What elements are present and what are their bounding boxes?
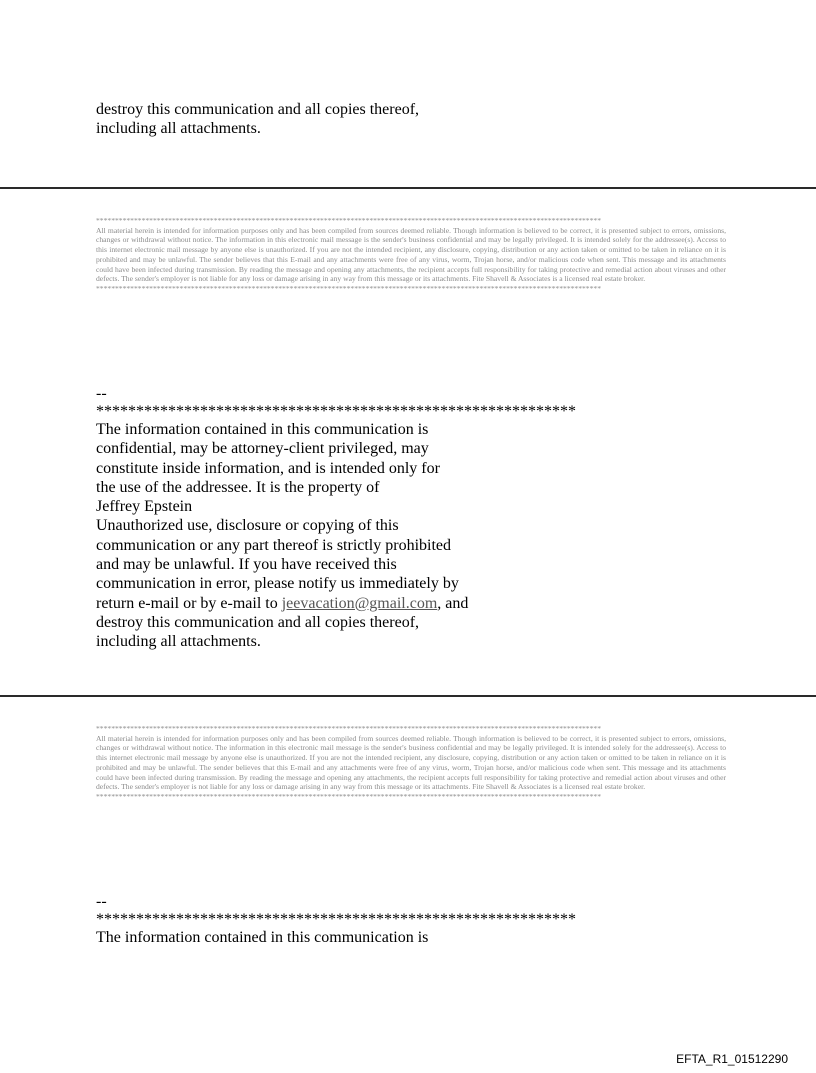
- disclaimer-stars-top: *************************************************************************************************************************************: [96, 216, 601, 225]
- top-line-2: including all attachments.: [96, 120, 261, 138]
- notice-line-9: communication in error, please notify us immediately by: [96, 575, 459, 593]
- signature-stars: ************************************************************: [96, 403, 576, 420]
- signature-stars-2: ************************************************************: [96, 911, 576, 928]
- top-line-1: destroy this communication and all copies thereof,: [96, 101, 420, 118]
- return-suffix: , and: [437, 594, 469, 612]
- disclaimer-block-2: [96, 724, 726, 802]
- horizontal-rule: [0, 187, 816, 189]
- notice-line-5: Jeffrey Epstein: [96, 498, 193, 516]
- return-prefix: return e-mail or by e-mail to: [96, 594, 282, 612]
- horizontal-rule-2: [0, 695, 816, 697]
- notice-line-7: communication or any part thereof is strictly prohibited: [96, 536, 452, 554]
- top-text-block: [96, 100, 419, 139]
- signature-dashes-2: --: [96, 893, 107, 910]
- disclaimer2-text: All material herein is intended for information purposes only and has been compiled from sources deemed reliable. Though information is believed to be correct, it is presented subject to errors, omissions, changes or withdrawal without notice. The information in this electronic mail message is the sender's business confidential and may be legally privileged. It is intended solely for the addressee(s). Access to this internet electronic mail message by anyone else is unauthorized. If you are not the intended recipient, any disclosure, copying, distribution or any action taken or omitted to be taken in reliance on it is prohibited and may be unlawful. The sender believes that this E-mail and any attachments were free of any virus, worm, Trojan horse, and/or malicious code when sent. This message and its attachments could have been infected during transmission. By reading the message and opening any attachments, the recipient accepts full responsibility for taking protective and remedial action about viruses and other defects. The sender's employer is not liable for any loss or damage arising in any way from this message or its attachments. Fite Shavell & Associates is a licensed real estate broker.: [96, 733, 726, 792]
- disclaimer2-stars-bottom: *************************************************************************************************************************************: [96, 791, 601, 801]
- document-id: EFTA_R1_01512290: [676, 1052, 788, 1066]
- bottom-text-block: [96, 928, 428, 947]
- confidentiality-notice: [96, 420, 468, 652]
- disclaimer2-stars-top: *************************************************************************************************************************************: [96, 724, 601, 733]
- notice-line-3: constitute inside information, and is intended only for: [96, 459, 440, 477]
- notice-line-4: the use of the addressee. It is the property of: [96, 478, 380, 496]
- notice-line-8: and may be unlawful. If you have received this: [96, 556, 397, 574]
- disclaimer-text: All material herein is intended for information purposes only and has been compiled from sources deemed reliable. Though information is believed to be correct, it is presented subject to errors, omissions, changes or withdrawal without notice. The information in this electronic mail message is the sender's business confidential and may be legally privileged. It is intended solely for the addressee(s). Access to this internet electronic mail message by anyone else is unauthorized. If you are not the intended recipient, any disclosure, copying, distribution or any action taken or omitted to be taken in reliance on it is prohibited and may be unlawful. The sender believes that this E-mail and any attachments were free of any virus, worm, Trojan horse, and/or malicious code when sent. This message and its attachments could have been infected during transmission. By reading the message and opening any attachments, the recipient accepts full responsibility for taking protective and remedial action about viruses and other defects. The sender's employer is not liable for any loss or damage arising in any way from this message or its attachments. Fite Shavell & Associates is a licensed real estate broker.: [96, 225, 726, 284]
- notice-line-6: Unauthorized use, disclosure or copying of this: [96, 517, 399, 535]
- disclaimer-stars-bottom: *************************************************************************************************************************************: [96, 283, 601, 293]
- notice-line-12: including all attachments.: [96, 633, 261, 651]
- disclaimer-block: [96, 216, 726, 294]
- notice-line-11: destroy this communication and all copies thereof,: [96, 613, 420, 631]
- bottom-line-1: The information contained in this communication is: [96, 929, 429, 946]
- notice-line-2: confidential, may be attorney-client privileged, may: [96, 440, 429, 458]
- notice-line-10: [96, 594, 468, 613]
- signature-dashes: --: [96, 385, 107, 402]
- notice-line-1: The information contained in this communication is: [96, 421, 429, 438]
- email-link[interactable]: jeevacation@gmail.com: [281, 594, 438, 612]
